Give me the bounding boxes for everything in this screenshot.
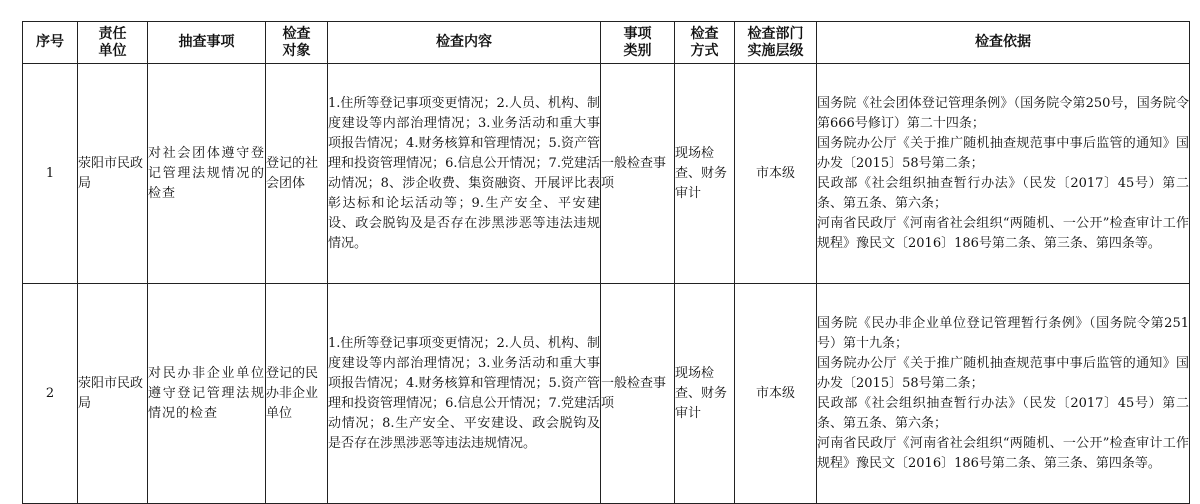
header-item: 抽查事项 xyxy=(148,22,266,64)
header-category xyxy=(601,22,675,64)
cell-target: 登记的社会团体 xyxy=(266,64,328,284)
cell-no: 1 xyxy=(23,64,78,284)
cell-unit: 荥阳市民政局 xyxy=(78,284,148,504)
table-row xyxy=(23,64,1190,284)
cell-category: 一般检查事项 xyxy=(601,64,675,284)
header-label-line: 事项 xyxy=(623,25,652,42)
inspection-table xyxy=(22,21,1190,504)
header-content: 检查内容 xyxy=(328,22,601,64)
header-label-line: 检查部门 xyxy=(747,25,804,42)
header-label-line: 实施层级 xyxy=(747,42,804,59)
header-label-line: 对象 xyxy=(282,42,311,59)
cell-item: 对社会团体遵守登记管理法规情况的检查 xyxy=(148,64,266,284)
header-basis: 检查依据 xyxy=(817,22,1190,64)
header-unit xyxy=(78,22,148,64)
cell-method: 现场检查、财务审计 xyxy=(675,284,735,504)
cell-unit: 荥阳市民政局 xyxy=(78,64,148,284)
cell-target: 登记的民办非企业单位 xyxy=(266,284,328,504)
cell-no: 2 xyxy=(23,284,78,504)
header-label-line: 检查 xyxy=(690,25,719,42)
basis-line: 国务院办公厅《关于推广随机抽查规范事中事后监管的通知》国办发〔2015〕58号第二条； xyxy=(817,135,1189,171)
basis-line: 国务院《民办非企业单位登记管理暂行条例》（国务院令第251号）第十九条； xyxy=(817,315,1189,351)
cell-basis xyxy=(817,284,1190,504)
basis-line: 河南省民政厅《河南省社会组织“两随机、一公开”检查审计工作规程》豫民文〔2016〕186号第二条、第三条、第四条等。 xyxy=(817,215,1189,251)
cell-content: 1.住所等登记事项变更情况；2.人员、机构、制度建设等内部治理情况；3.业务活动和重大事项报告情况；4.财务核算和管理情况；5.资产管理和投资管理情况；6.信息公开情况；7.党建活动情况；8、涉企收费、集资融资、开展评比表彰达标和论坛活动等；9.生产安全、平安建设、政会脱钩及是否存在涉黑涉恶等违法违规情况。 xyxy=(328,64,601,284)
header-label-line: 单位 xyxy=(98,42,127,59)
basis-line: 国务院《社会团体登记管理条例》（国务院令第250号，国务院令第666号修订）第二十四条； xyxy=(817,95,1189,131)
header-label-line: 方式 xyxy=(690,42,719,59)
cell-level: 市本级 xyxy=(735,284,817,504)
header-unit-line: 责任 xyxy=(98,25,127,42)
basis-line: 河南省民政厅《河南省社会组织“两随机、一公开”检查审计工作规程》豫民文〔2016〕186号第二条、第三条、第四条等。 xyxy=(817,435,1189,471)
header-label-line: 类别 xyxy=(623,42,652,59)
header-label-line: 检查 xyxy=(282,25,311,42)
cell-content: 1.住所等登记事项变更情况；2.人员、机构、制度建设等内部治理情况；3.业务活动和重大事项报告情况；4.财务核算和管理情况；5.资产管理和投资管理情况；6.信息公开情况；7.党建活动情况；8.生产安全、平安建设、政会脱钩及是否存在涉黑涉恶等违法违规情况。 xyxy=(328,284,601,504)
basis-line: 国务院办公厅《关于推广随机抽查规范事中事后监管的通知》国办发〔2015〕58号第二条； xyxy=(817,355,1189,391)
cell-level: 市本级 xyxy=(735,64,817,284)
header-row xyxy=(23,22,1190,64)
header-level xyxy=(735,22,817,64)
header-method xyxy=(675,22,735,64)
cell-method: 现场检查、财务审计 xyxy=(675,64,735,284)
table-row xyxy=(23,284,1190,504)
basis-line: 民政部《社会组织抽查暂行办法》（民发〔2017〕45号）第二条、第五条、第六条； xyxy=(817,175,1189,211)
basis-line: 民政部《社会组织抽查暂行办法》（民发〔2017〕45号）第二条、第五条、第六条； xyxy=(817,395,1189,431)
cell-basis xyxy=(817,64,1190,284)
cell-category: 一般检查事项 xyxy=(601,284,675,504)
header-target xyxy=(266,22,328,64)
header-no: 序号 xyxy=(23,22,78,64)
cell-item: 对民办非企业单位遵守登记管理法规情况的检查 xyxy=(148,284,266,504)
